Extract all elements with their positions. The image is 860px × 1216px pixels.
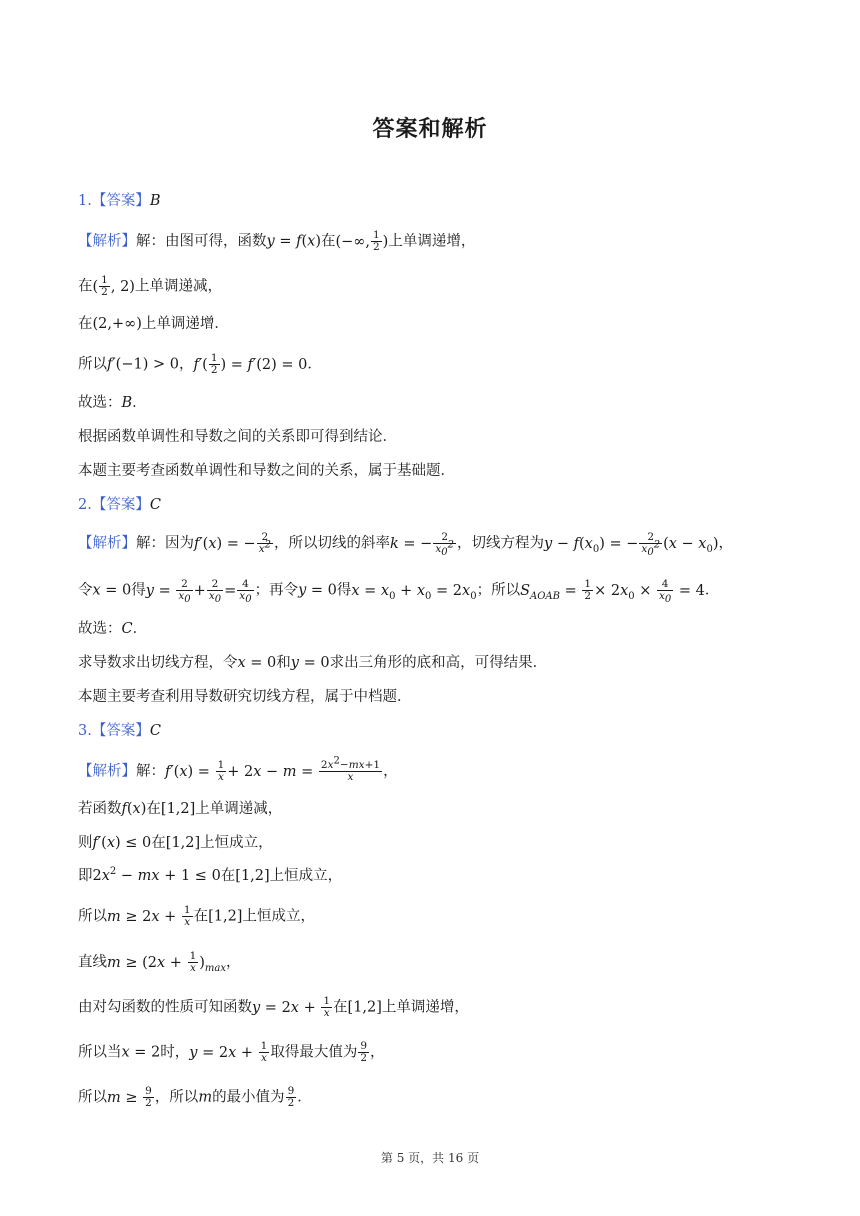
q2-analysis-line-5: 本题主要考查利用导数研究切线方程，属于中档题． (78, 689, 412, 705)
q3-text: 所以 (78, 1089, 107, 1106)
q2-analysis-tag: 【解析】 (78, 535, 136, 552)
q3-answer-line (78, 721, 161, 741)
q3-formula: m ≥ (2x + $\frac{1}{x}$ )$_{max}$ (107, 950, 227, 974)
q3-interval: [1,2] (347, 999, 382, 1016)
q3-text: 在 (146, 801, 161, 817)
q2-formula: y = 0 (298, 582, 337, 599)
q2-text: ；所以 (476, 582, 521, 599)
q3-text: 解： (136, 763, 165, 780)
q2-analysis-line-2 (78, 578, 720, 606)
q1-text: 上单调递减， (134, 278, 222, 295)
q3-formula: y = 2x + $\frac{1}{x}$ (252, 995, 331, 1019)
q3-interval: [1,2] (208, 908, 243, 925)
q1-number: 1. (78, 193, 92, 209)
q3-formula: f′(x) = $\frac{1}{x}$ + 2x − m = $\frac{2x^2-mx+1}{x}$ (165, 755, 381, 783)
q3-text: 直线 (78, 954, 107, 971)
q3-text: 时， (160, 1044, 190, 1061)
q3-formula: f(x) (121, 801, 147, 817)
q1-text: ， (178, 356, 194, 373)
q3-analysis-line-1 (78, 755, 398, 783)
q3-answer: C (149, 723, 161, 739)
page-title: 答案和解析 (372, 117, 488, 142)
q3-text: 由对勾函数的性质可知函数 (78, 999, 252, 1016)
q1-text: 在 (78, 316, 93, 332)
q3-formula: y = 2x + $\frac{1}{x}$ (189, 1040, 268, 1064)
q2-text: 求出三角形的底和高，可得结果． (329, 655, 548, 671)
q3-text: ． (297, 1089, 312, 1106)
q1-analysis-line-4 (78, 353, 322, 376)
q1-text: 解：由图可得，函数 (136, 233, 267, 250)
q2-text: 解：因为 (136, 535, 194, 552)
q1-choice: B (121, 395, 133, 411)
q1-formula: (−∞, $\frac{1}{2}$ ) (335, 229, 389, 253)
q1-text: ． (132, 395, 147, 411)
q2-text: 得 (336, 582, 352, 599)
q2-text: 令 (78, 582, 93, 599)
q1-answer-tag: 【答案】 (91, 193, 150, 209)
q2-formula: x = 0 (237, 655, 277, 671)
q3-text: 上恒成立， (200, 835, 273, 851)
q3-text: 所以 (78, 908, 107, 925)
q1-formula: y = f(x) (266, 233, 321, 250)
q1-formula: f′( $\frac{1}{2}$ ) = f′(2) = 0 (193, 352, 308, 376)
q2-formula: f′(x) = − $\frac{2}{x^2}$ (194, 531, 272, 555)
q2-text: ，所以切线的斜率 (274, 535, 391, 552)
q2-analysis-line-3 (78, 619, 147, 639)
q3-text: 取得最大值为 (270, 1044, 358, 1061)
q2-analysis-line-4 (78, 653, 547, 673)
q1-text: ． (307, 356, 322, 373)
q3-analysis-tag: 【解析】 (78, 763, 136, 780)
q2-text: 故选： (78, 621, 122, 637)
q2-number: 2. (78, 497, 92, 513)
q2-text: 求导数求出切线方程，令 (78, 655, 238, 671)
q2-analysis-line-1 (78, 531, 734, 559)
q3-analysis-line-4 (78, 866, 342, 886)
q2-formula: $S_{AOAB}$ = $\frac{1}{2}$ × $2x_0$ × $\frac{4}{x_0}$ = 4 (520, 578, 705, 606)
q2-formula: $y - f(x_0)$ = − $\frac{2}{x_0^2}$ $(x - x_0)$ (544, 531, 719, 559)
q3-analysis-line-6 (78, 951, 241, 974)
q3-formula: x = 2 (121, 1044, 161, 1061)
q2-formula: k = − $\frac{2}{x_0^2}$ (390, 531, 455, 559)
q1-text: 在 (320, 233, 336, 250)
q3-formula: $2x^2$ − mx + 1 ≤ 0 (92, 866, 221, 884)
q3-text: 若函数 (78, 801, 122, 817)
q3-interval: [1,2] (165, 835, 201, 851)
q3-analysis-line-3 (78, 833, 273, 853)
q3-text: 的最小值为 (212, 1089, 285, 1106)
q2-text: ． (704, 582, 720, 599)
q3-formula: m (198, 1089, 213, 1106)
q3-analysis-line-5 (78, 905, 315, 928)
q3-analysis-line-2 (78, 799, 282, 819)
q3-text: 在 (333, 999, 348, 1016)
q3-number: 3. (78, 723, 92, 739)
q2-text: ；再令 (254, 582, 299, 599)
q3-text: 即 (78, 868, 93, 884)
q1-text: 上单调递增， (388, 233, 476, 250)
q3-analysis-line-9 (78, 1086, 312, 1109)
q1-formula: ( $\frac{1}{2}$ , 2) (92, 274, 135, 298)
q2-answer-tag: 【答案】 (91, 497, 150, 513)
q2-text: ． (132, 621, 148, 637)
q3-text: 则 (78, 835, 93, 851)
q2-text: ， (718, 535, 734, 552)
q3-formula: m ≥ $\frac{9}{2}$ (107, 1085, 152, 1109)
q1-text: 故选： (78, 395, 122, 411)
q2-answer-line (78, 495, 161, 515)
q2-answer: C (149, 497, 161, 513)
q3-text: ， (226, 954, 241, 971)
q1-analysis-line-7: 本题主要考查函数单调性和导数之间的关系，属于基础题． (78, 463, 455, 479)
q3-formula: $\frac{9}{2}$ (360, 1040, 368, 1064)
q1-analysis-line-6: 根据函数单调性和导数之间的关系即可得到结论． (78, 429, 397, 445)
q2-choice: C (121, 621, 133, 637)
q3-formula: $\frac{9}{2}$ (287, 1085, 295, 1109)
q3-text: 上单调递增， (381, 999, 469, 1016)
q1-formula: (2,+∞) (92, 316, 142, 332)
q1-text: 在 (78, 278, 93, 295)
q1-analysis-line-1 (78, 230, 475, 253)
q3-text: 上单调递减， (195, 801, 283, 817)
q3-text: 在 (220, 868, 236, 884)
q1-answer: B (149, 193, 161, 209)
q2-formula: y = $\frac{2}{x_0}$ + $\frac{2}{x_0}$ = $\frac{4}{x_0}$ (145, 578, 252, 606)
q3-text: ，所以 (154, 1089, 199, 1106)
q2-text: 和 (276, 655, 291, 671)
q2-text: ，切线方程为 (457, 535, 545, 552)
q3-interval: [1,2] (235, 868, 270, 884)
q3-analysis-line-7 (78, 996, 469, 1019)
q2-text: 得 (131, 582, 146, 599)
q1-analysis-line-2 (78, 275, 222, 298)
q1-formula: f′(−1) > 0 (107, 356, 179, 373)
q2-formula: $x = x_0 + x_0 = 2x_0$ (351, 582, 477, 602)
q2-formula: y = 0 (290, 655, 330, 671)
q3-text: 上恒成立， (242, 908, 315, 925)
q3-interval: [1,2] (160, 801, 196, 817)
q1-analysis-line-5 (78, 393, 147, 413)
q3-text: ， (383, 763, 398, 780)
q1-answer-line (78, 191, 161, 211)
q2-formula: x = 0 (92, 582, 132, 599)
q3-analysis-line-8 (78, 1041, 385, 1064)
q1-text: 所以 (78, 356, 107, 373)
q3-formula: m ≥ 2x + $\frac{1}{x}$ (107, 904, 191, 928)
q3-text: 所以当 (78, 1044, 122, 1061)
q3-text: 上恒成立， (269, 868, 343, 884)
page-footer: 第 5 页，共 16 页 (380, 1151, 480, 1165)
q3-formula: f′(x) ≤ 0 (92, 835, 152, 851)
q3-answer-tag: 【答案】 (91, 723, 150, 739)
q3-text: ， (370, 1044, 385, 1061)
q1-analysis-line-3 (78, 314, 229, 334)
q1-analysis-tag: 【解析】 (78, 233, 136, 250)
q3-text: 在 (193, 908, 209, 925)
q3-text: 在 (151, 835, 166, 851)
q1-text: 上单调递增． (141, 316, 229, 332)
